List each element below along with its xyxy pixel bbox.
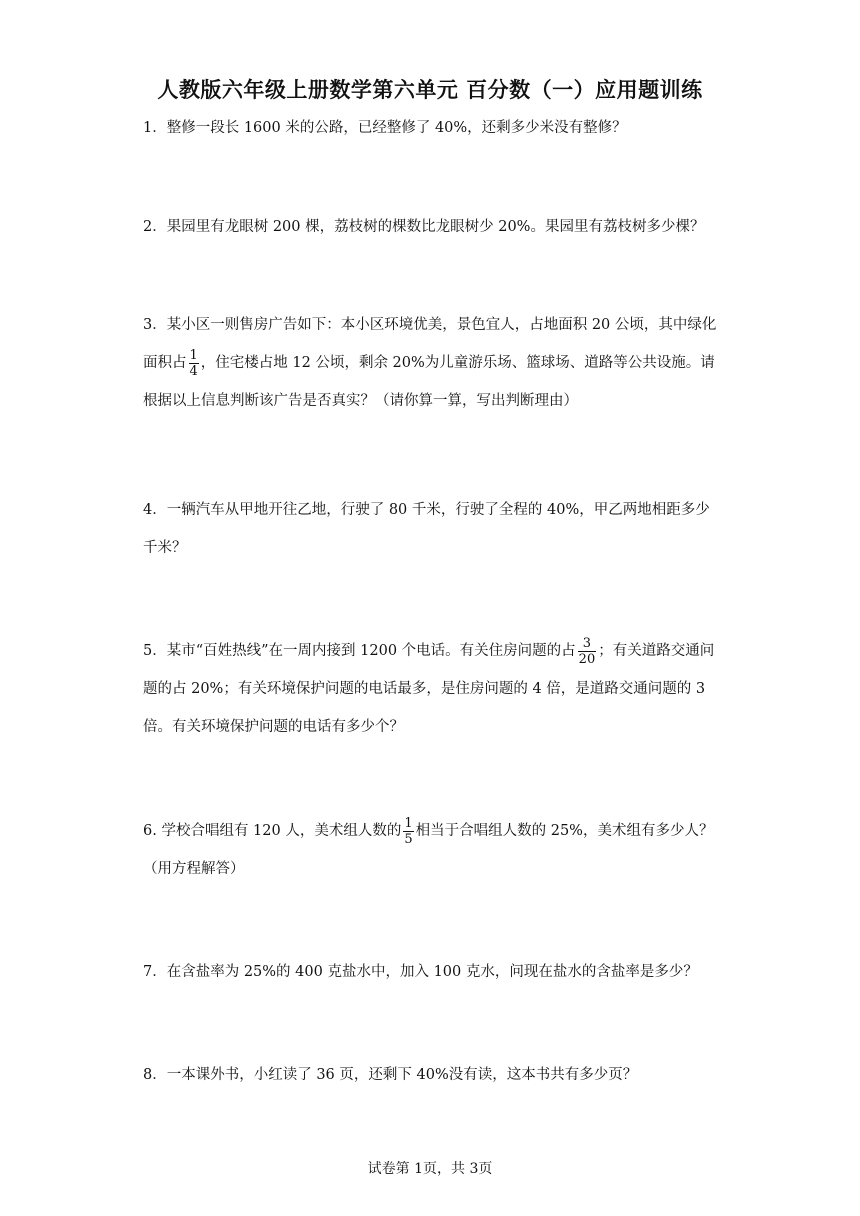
fraction-denominator: 4 — [189, 363, 198, 379]
question-4-text: 4．一辆汽车从甲地开往乙地，行驶了 80 千米，行驶了全程的 40%，甲乙两地相距多少千米？ — [143, 502, 710, 556]
question-7 — [143, 953, 723, 991]
page-footer: 试卷第 1页，共 3页 — [367, 1161, 493, 1177]
question-5-text-part2: ；有关道路交通问题的占 20%；有关环境保护问题的电话最多，是住房问题的 4 倍，是道路交通问题的 3 倍。有关环境保护问题的电话有多少个？ — [143, 643, 715, 735]
question-3-text-part2: ，住宅楼占地 12 公顷，剩余 20%为儿童游乐场、篮球场、道路等公共设施。请根据以上信息判断该广告是否真实？（请你算一算，写出判断理由） — [143, 355, 715, 409]
question-7-text: 7．在含盐率为 25%的 400 克盐水中，加入 100 克水，问现在盐水的含盐率是多少？ — [143, 964, 698, 980]
fraction-numerator: 1 — [189, 347, 198, 363]
question-1-text: 1．整修一段长 1600 米的公路，已经整修了 40%，还剩多少米没有整修？ — [143, 120, 627, 136]
fraction-one-fifth — [403, 816, 413, 847]
fraction-numerator: 3 — [578, 636, 597, 652]
question-8-text: 8．一本课外书，小红读了 36 页，还剩下 40%没有读，这本书共有多少页？ — [143, 1067, 638, 1083]
question-3-text-part1: 3．某小区一则售房广告如下：本小区环境优美，景色宜人，占地面积 20 公顷，其中绿化面积占 — [143, 317, 717, 371]
question-6-text-part1: 6. 学校合唱组有 120 人，美术组人数的 — [143, 823, 402, 839]
page-title: 人教版六年级上册数学第六单元 百分数（一）应用题训练 — [157, 77, 703, 102]
fraction-three-twentieths — [578, 636, 597, 667]
question-3 — [143, 306, 723, 420]
question-8 — [143, 1056, 723, 1094]
question-5 — [143, 632, 723, 746]
question-5-text-part1: 5．某市“百姓热线”在一周内接到 1200 个电话。有关住房问题的占 — [143, 643, 576, 659]
question-6-text-part2: 相当于合唱组人数的 25%，美术组有多少人？（用方程解答） — [143, 823, 714, 877]
question-6 — [143, 812, 723, 888]
question-1 — [143, 109, 723, 147]
fraction-denominator: 20 — [578, 651, 596, 667]
question-2-text: 2．果园里有龙眼树 200 棵，荔枝树的棵数比龙眼树少 20%。果园里有荔枝树多少棵？ — [143, 219, 705, 235]
fraction-denominator: 5 — [404, 831, 413, 847]
question-4 — [143, 491, 723, 567]
fraction-one-quarter — [189, 348, 199, 379]
question-2 — [143, 208, 723, 246]
fraction-numerator: 1 — [404, 815, 413, 831]
